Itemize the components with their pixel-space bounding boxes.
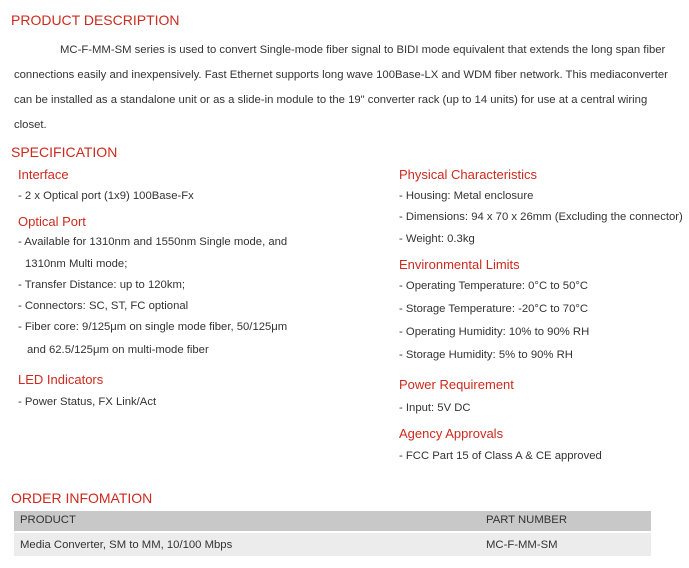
optical-port-item: - Transfer Distance: up to 120km; xyxy=(18,279,186,291)
table-row xyxy=(14,533,651,556)
product-description-heading: PRODUCT DESCRIPTION xyxy=(11,12,180,28)
description-line-3: can be installed as a standalone unit or as a slide-in module to the 19" converter rack (up to 14 units) for use at a central wiring closet. xyxy=(14,94,648,131)
specification-heading: SPECIFICATION xyxy=(11,144,118,160)
interface-title: Interface xyxy=(18,167,69,182)
column-header-product: PRODUCT xyxy=(20,514,76,526)
environmental-item: - Storage Temperature: -20°C to 70°C xyxy=(399,303,589,315)
column-header-part-number: PART NUMBER xyxy=(486,514,567,526)
optical-port-title: Optical Port xyxy=(18,214,86,229)
order-table-header xyxy=(14,511,651,531)
optical-port-item: - Fiber core: 9/125μm on single mode fiber, 50/125μm xyxy=(18,321,288,333)
order-information-heading: ORDER INFOMATION xyxy=(11,490,153,506)
optical-port-item: and 62.5/125μm on multi-mode fiber xyxy=(27,344,209,356)
optical-port-item: - Available for 1310nm and 1550nm Single mode, and xyxy=(18,236,288,248)
physical-characteristics-title: Physical Characteristics xyxy=(399,167,537,182)
environmental-limits-title: Environmental Limits xyxy=(399,257,520,272)
led-indicators-item: - Power Status, FX Link/Act xyxy=(18,396,157,408)
table-cell-part-number: MC-F-MM-SM xyxy=(486,539,558,551)
table-cell-product: Media Converter, SM to MM, 10/100 Mbps xyxy=(20,539,233,551)
environmental-item: - Storage Humidity: 5% to 90% RH xyxy=(399,349,573,361)
environmental-item: - Operating Humidity: 10% to 90% RH xyxy=(399,326,590,338)
interface-item: - 2 x Optical port (1x9) 100Base-Fx xyxy=(18,190,194,202)
optical-port-item: 1310nm Multi mode; xyxy=(25,258,128,270)
agency-approvals-title: Agency Approvals xyxy=(399,426,504,441)
optical-port-item: - Connectors: SC, ST, FC optional xyxy=(18,300,189,312)
agency-item: - FCC Part 15 of Class A & CE approved xyxy=(399,450,602,462)
environmental-item: - Operating Temperature: 0°C to 50°C xyxy=(399,280,589,292)
power-requirement-title: Power Requirement xyxy=(399,377,514,392)
physical-item: - Dimensions: 94 x 70 x 26mm (Excluding the connector) xyxy=(399,211,683,223)
power-item: - Input: 5V DC xyxy=(399,402,471,414)
led-indicators-title: LED Indicators xyxy=(18,372,104,387)
description-line-2: connections easily and inexpensively. Fast Ethernet supports long wave 100Base-LX and WDM fiber network. This mediaconverter xyxy=(14,69,668,81)
product-description-text xyxy=(14,38,682,138)
description-line-1: MC-F-MM-SM series is used to convert Single-mode fiber signal to BIDI mode equivalent that extends the long span fiber xyxy=(60,44,666,56)
physical-item: - Weight: 0.3kg xyxy=(399,233,475,245)
physical-item: - Housing: Metal enclosure xyxy=(399,190,534,202)
